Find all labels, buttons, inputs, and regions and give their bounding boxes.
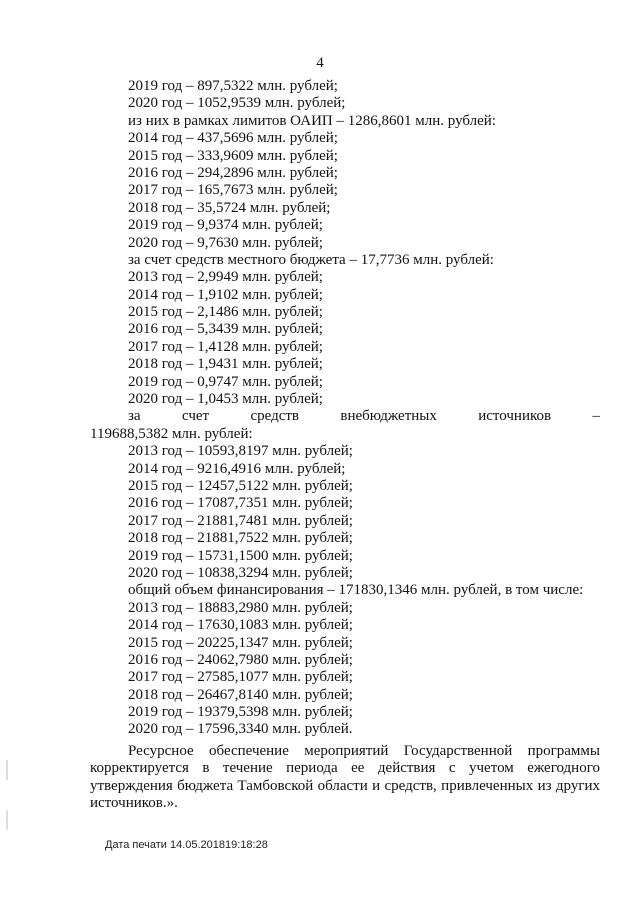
funding-line: 2018 год – 26467,8140 млн. рублей; — [128, 686, 353, 703]
closing-paragraph: Ресурсное обеспечение мероприятий Государственной программы корректируется в течение периода ее действия с учетом ежегодного утверждения бюджета Тамбовской области и средств, привлеченных из других источников.». — [90, 742, 600, 812]
funding-line: 2019 год – 9,9374 млн. рублей; — [128, 217, 323, 234]
funding-line: 2020 год – 9,7630 млн. рублей; — [128, 234, 323, 251]
funding-line: 2016 год – 5,3439 млн. рублей; — [128, 321, 323, 338]
funding-line: из них в рамках лимитов ОАИП – 1286,8601 млн. рублей: — [128, 112, 496, 129]
funding-line: 2019 год – 15731,1500 млн. рублей; — [128, 547, 353, 564]
funding-line: 2017 год – 165,7673 млн. рублей; — [128, 182, 338, 199]
funding-line: 2020 год – 1052,9539 млн. рублей; — [128, 95, 346, 112]
funding-line: 2018 год – 35,5724 млн. рублей; — [128, 199, 331, 216]
funding-line: 2017 год – 27585,1077 млн. рублей; — [128, 669, 353, 686]
extrabudget-heading — [90, 408, 600, 425]
funding-line: 2014 год – 9216,4916 млн. рублей; — [128, 460, 346, 477]
funding-line: 2016 год – 24062,7980 млн. рублей; — [128, 651, 353, 668]
extrabudget-word: – — [592, 408, 600, 425]
funding-lines-regional — [90, 78, 600, 408]
funding-line: 2014 год – 1,9102 млн. рублей; — [128, 286, 323, 303]
funding-line: 2018 год – 1,9431 млн. рублей; — [128, 356, 323, 373]
funding-line: 2015 год – 20225,1347 млн. рублей; — [128, 634, 353, 651]
funding-lines-extrabudget-and-total — [90, 443, 600, 739]
funding-line: 2019 год – 897,5322 млн. рублей; — [128, 78, 338, 94]
funding-line: 2015 год – 2,1486 млн. рублей; — [128, 304, 323, 321]
funding-line: 2020 год – 17596,3340 млн. рублей. — [128, 721, 353, 738]
funding-line: 2017 год – 21881,7481 млн. рублей; — [128, 512, 353, 529]
funding-line: 2016 год – 17087,7351 млн. рублей; — [128, 495, 353, 512]
funding-line: 2016 год – 294,2896 млн. рублей; — [128, 164, 338, 181]
extrabudget-word: средств — [250, 408, 300, 425]
extrabudget-word: счет — [181, 408, 210, 425]
extrabudget-word: за — [128, 408, 141, 425]
funding-line: 2019 год – 0,9747 млн. рублей; — [128, 373, 323, 390]
funding-line: 2014 год – 437,5696 млн. рублей; — [128, 130, 338, 147]
scan-margin-mark — [6, 810, 8, 830]
funding-line: общий объем финансирования – 171830,1346 млн. рублей, в том числе: — [128, 582, 584, 599]
funding-line: 2013 год – 18883,2980 млн. рублей; — [128, 599, 353, 616]
extrabudget-word: источников — [478, 408, 552, 425]
funding-line: 2014 год – 17630,1083 млн. рублей; — [128, 617, 353, 634]
funding-line: 2015 год – 12457,5122 млн. рублей; — [128, 477, 353, 494]
funding-line: 2013 год – 10593,8197 млн. рублей; — [128, 443, 353, 460]
funding-line: 2020 год – 10838,3294 млн. рублей; — [128, 564, 353, 581]
extrabudget-total: 119688,5382 млн. рублей: — [90, 425, 253, 442]
funding-line: 2017 год – 1,4128 млн. рублей; — [128, 338, 323, 355]
print-date: Дата печати 14.05.201819:18:28 — [105, 839, 268, 851]
document-body — [90, 78, 600, 812]
funding-line: 2019 год – 19379,5398 млн. рублей; — [128, 704, 353, 721]
page-number: 4 — [316, 55, 324, 71]
scan-margin-mark — [6, 760, 8, 780]
funding-line: 2018 год – 21881,7522 млн. рублей; — [128, 530, 353, 547]
funding-line: 2020 год – 1,0453 млн. рублей; — [128, 391, 323, 408]
extrabudget-word: внебюджетных — [340, 408, 437, 425]
funding-line: 2015 год – 333,9609 млн. рублей; — [128, 147, 338, 164]
funding-line: 2013 год – 2,9949 млн. рублей; — [128, 269, 323, 286]
funding-line: за счет средств местного бюджета – 17,7736 млн. рублей: — [128, 251, 494, 268]
